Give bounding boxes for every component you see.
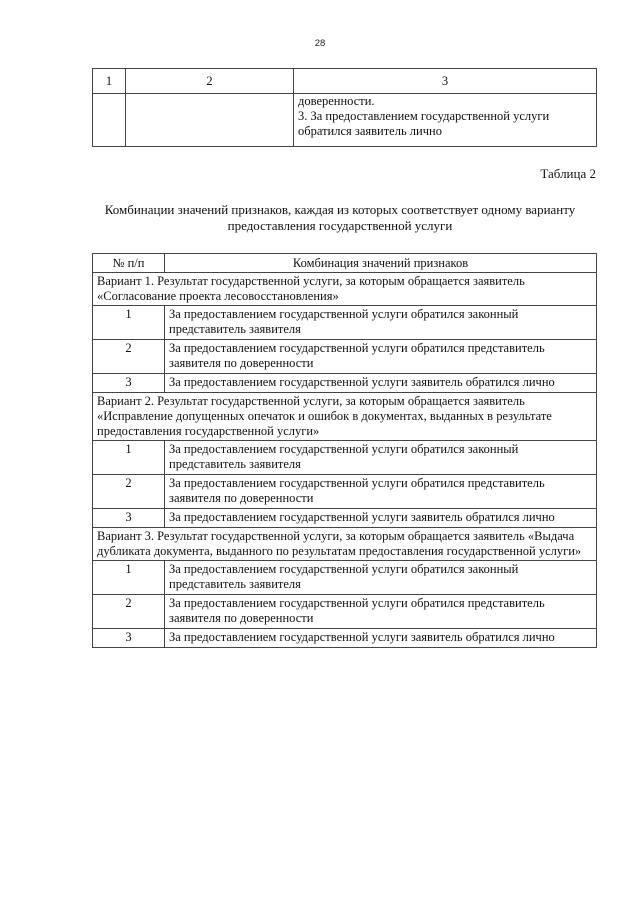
variant-row (93, 393, 597, 441)
row-number: 2 (93, 475, 165, 509)
table-label: Таблица 2 (540, 166, 596, 181)
row-text: За предоставлением государственной услуги обратился представитель заявителя по доверенности (165, 340, 597, 374)
continuation-table-cell-col3 (294, 94, 597, 147)
table-row (93, 306, 597, 340)
row-text: За предоставлением государственной услуги обратился представитель заявителя по доверенности (165, 475, 597, 509)
variant-title: Вариант 3. Результат государственной услуги, за которым обращается заявитель «Выдача дубликата документа, выданного по результатам предоставления государственной услуги» (93, 528, 597, 561)
table-row (93, 595, 597, 629)
variant-title: Вариант 2. Результат государственной услуги, за которым обращается заявитель «Исправление допущенных опечаток и ошибок в документах, выданных в результате предоставления государственной услуги» (93, 393, 597, 441)
combinations-table-header-row (93, 254, 597, 273)
row-text: За предоставлением государственной услуги обратился представитель заявителя по доверенности (165, 595, 597, 629)
continuation-text-line: доверенности. (298, 94, 375, 108)
continuation-text-line: 3. За предоставлением государственной услуги (298, 109, 550, 123)
table-row (93, 340, 597, 374)
table-caption: Комбинации значений признаков, каждая из которых соответствует одному варианту предоставления государственной услуги (104, 202, 576, 233)
table-row (93, 561, 597, 595)
row-number: 3 (93, 374, 165, 393)
continuation-table-header-col3: 3 (294, 69, 597, 94)
row-number: 1 (93, 561, 165, 595)
page-number: 28 (314, 38, 326, 49)
continuation-text-line: обратился заявитель лично (298, 124, 442, 138)
table-row (93, 441, 597, 475)
table-row (93, 374, 597, 393)
continuation-table-row (93, 94, 597, 147)
table-row (93, 475, 597, 509)
row-number: 2 (93, 595, 165, 629)
row-number: 2 (93, 340, 165, 374)
continuation-table-cell-col2 (126, 94, 294, 147)
row-number: 1 (93, 441, 165, 475)
variant-row (93, 273, 597, 306)
variant-row (93, 528, 597, 561)
continuation-table-header-row (93, 69, 597, 94)
variant-title: Вариант 1. Результат государственной услуги, за которым обращается заявитель «Согласование проекта лесовосстановления» (93, 273, 597, 306)
row-number: 3 (93, 509, 165, 528)
header-combination: Комбинация значений признаков (165, 254, 597, 273)
continuation-table (92, 68, 597, 147)
continuation-table-cell-col1 (93, 94, 126, 147)
table-row (93, 629, 597, 648)
row-number: 1 (93, 306, 165, 340)
row-text: За предоставлением государственной услуги заявитель обратился лично (165, 509, 597, 528)
table-row (93, 509, 597, 528)
row-text: За предоставлением государственной услуги заявитель обратился лично (165, 374, 597, 393)
combinations-table (92, 253, 597, 648)
row-text: За предоставлением государственной услуги обратился законный представитель заявителя (165, 561, 597, 595)
header-number: № п/п (93, 254, 165, 273)
continuation-table-header-col1: 1 (93, 69, 126, 94)
row-text: За предоставлением государственной услуги обратился законный представитель заявителя (165, 306, 597, 340)
row-text: За предоставлением государственной услуги обратился законный представитель заявителя (165, 441, 597, 475)
row-text: За предоставлением государственной услуги заявитель обратился лично (165, 629, 597, 648)
continuation-table-header-col2: 2 (126, 69, 294, 94)
row-number: 3 (93, 629, 165, 648)
